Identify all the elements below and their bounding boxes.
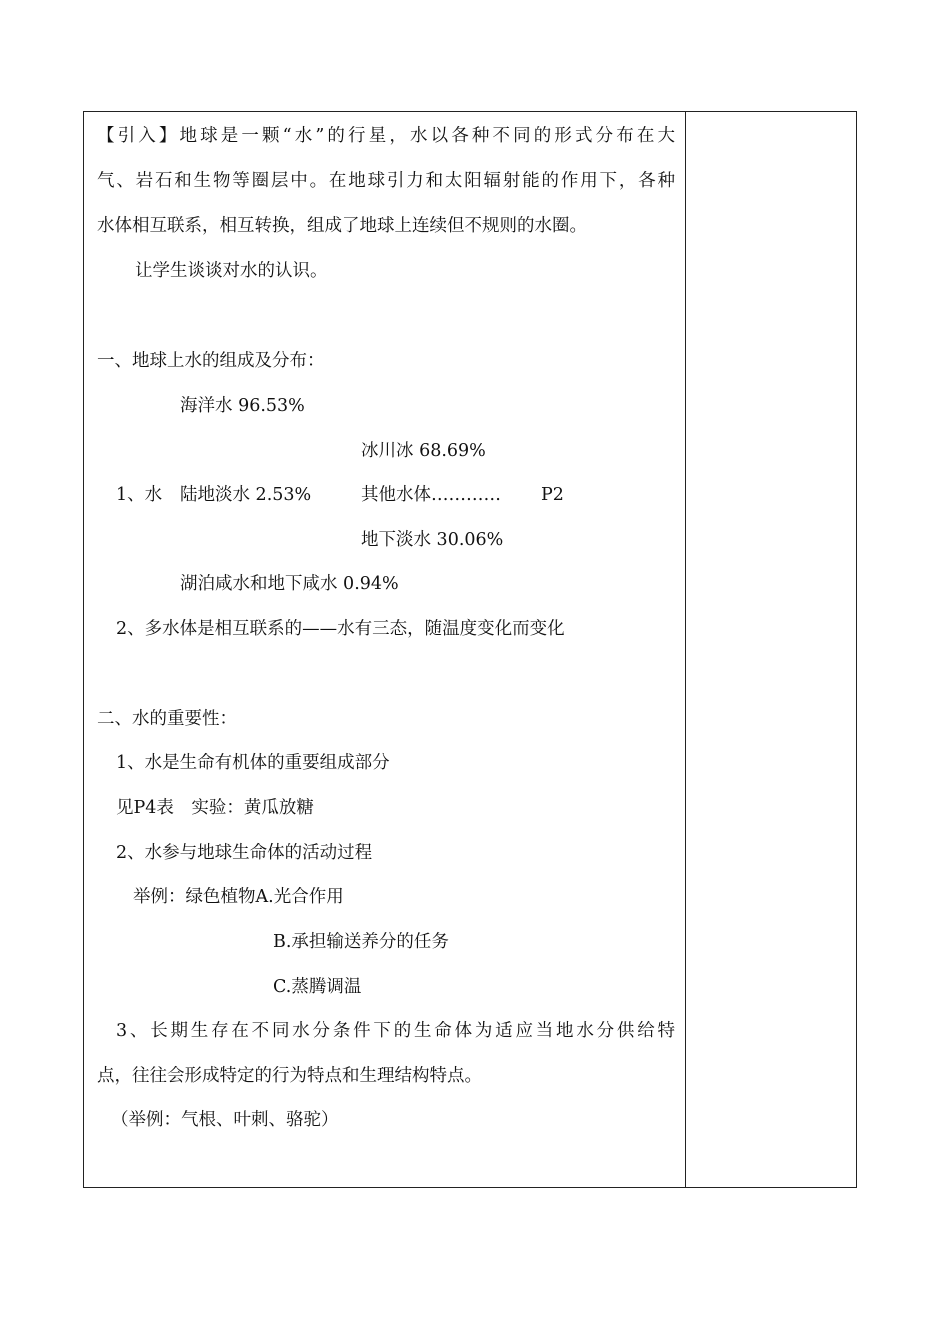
other-water-bodies: 其他水体………… (361, 485, 501, 505)
section1-item-2: 2、多水体是相互联系的——水有三态，随温度变化而变化 (116, 619, 565, 639)
section2-item-3-example: （举例：气根、叶刺、骆驼） (111, 1110, 339, 1130)
section1-heading: 一、地球上水的组成及分布： (97, 351, 325, 371)
intro-line-1: 【引入】地球是一颗“水”的行星，水以各种不同的形式分布在大 (97, 126, 675, 146)
example-a: 举例：绿色植物A.光合作用 (133, 887, 344, 907)
ocean-water: 海洋水 96.53% (180, 396, 305, 416)
intro-line-2: 气、岩石和生物等圈层中。在地球引力和太阳辐射能的作用下，各种 (97, 171, 675, 191)
intro-line-4: 让学生谈谈对水的认识。 (135, 261, 328, 281)
groundwater: 地下淡水 30.06% (361, 530, 504, 550)
column-divider (685, 111, 686, 1188)
example-b: B.承担输送养分的任务 (273, 932, 449, 952)
water-label: 1、水 (116, 485, 163, 505)
section2-item-3-line-2: 点，往往会形成特定的行为特点和生理结构特点。 (97, 1066, 482, 1086)
land-fresh-water: 陆地淡水 2.53% (180, 485, 312, 505)
saline-water: 湖泊咸水和地下咸水 0.94% (180, 574, 399, 594)
section2-item-1: 1、水是生命有机体的重要组成部分 (116, 753, 390, 773)
glacier-ice: 冰川冰 68.69% (361, 441, 486, 461)
page-reference: P2 (541, 485, 564, 505)
section2-item-2: 2、水参与地球生命体的活动过程 (116, 843, 373, 863)
intro-line-3: 水体相互联系，相互转换，组成了地球上连续但不规则的水圈。 (97, 216, 587, 236)
section2-heading: 二、水的重要性： (97, 709, 237, 729)
section2-item-1-note: 见P4表 实验：黄瓜放糖 (116, 798, 314, 818)
example-c: C.蒸腾调温 (273, 977, 362, 997)
section2-item-3-line-1: 3、长期生存在不同水分条件下的生命体为适应当地水分供给特 (116, 1021, 675, 1041)
